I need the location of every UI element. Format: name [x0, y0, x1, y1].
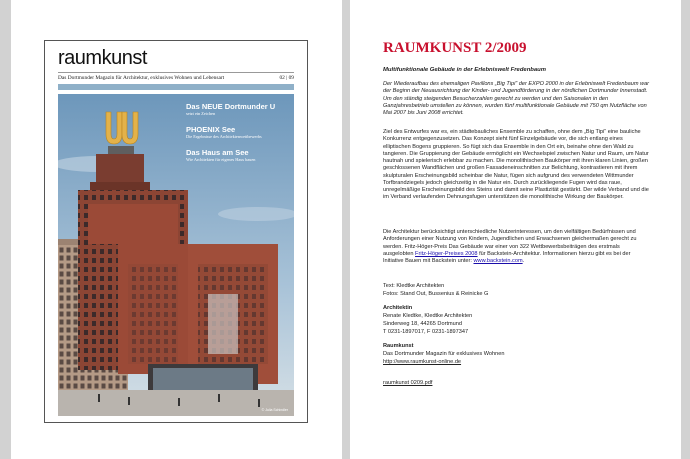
paragraph-text: .: [522, 258, 525, 264]
photo-credit: © Julia Schindler: [261, 408, 288, 412]
magazine-heading: Raumkunst: [383, 343, 414, 349]
teaser-sub: Wie Architekten für eigenes Haus bauen: [186, 157, 256, 162]
architect-name: Renate Kledtke, Kledtke Architekten: [383, 313, 473, 319]
article-paragraph: [383, 229, 651, 265]
architect-address: Sinderweg 18, 44265 Dortmund: [383, 321, 462, 327]
dortmunder-u-building-image: [58, 94, 294, 416]
teaser-sub: Die Ergebnisse des Architektenwettbewerbs: [186, 134, 262, 139]
teaser-sub: setzt ein Zeichen: [186, 111, 216, 116]
architect-phone: T 0231-1897017, F 0231-1897347: [383, 329, 469, 335]
text-credit: Text: Kledtke Architekten: [383, 283, 445, 289]
cover-photo: [58, 94, 294, 416]
magazine-website-link[interactable]: http://www.raumkunst-online.de: [383, 359, 462, 365]
cover-color-band: [58, 84, 294, 90]
teaser-headline: Das NEUE Dortmunder U: [186, 102, 276, 111]
left-page: [11, 0, 342, 459]
right-page: [350, 0, 681, 459]
article-intro: Der Wiederaufbau des ehemaligen Pavillons „Big Tipi“ der EXPO 2000 in der Erlebniswelt Fredenbaum war der Beginn der Neuausrichtung der Kinder- und Jugendförderung in der nördlichen Dortmunder Innenstadt. Um den ständig steigenden Besucherzahlen gerecht zu werden und den Saisonalen in den Ganzjahresbetrieb umstellen zu können, wurden fünf multifunktionale Gebäude mit 750 qm Nutzfläche von Mai 2007 bis Juni 2008 errichtet.: [383, 81, 650, 116]
teaser-headline: PHOENIX See: [186, 125, 236, 134]
pdf-download-link[interactable]: raumkunst 0209.pdf: [383, 380, 433, 386]
cover-divider: [58, 72, 294, 73]
teaser-phoenix-see[interactable]: [186, 125, 294, 140]
cover-subtitle: Das Dortmunder Magazin für Architektur, exklusives Wohnen und Lebensart: [58, 75, 225, 81]
paragraph-text: für Backstein-Architektur. Informationen hierzu gibt es bei der Initiative Bauen mit Backstein unter:: [383, 250, 631, 264]
magazine-description: Das Dortmunder Magazin für exklusives Wohnen: [383, 351, 505, 357]
architect-heading: Architektin: [383, 305, 413, 311]
cover-issue: 02 | 09: [279, 75, 294, 81]
teaser-haus-am-see[interactable]: [186, 148, 294, 163]
teaser-dortmunder-u[interactable]: [186, 102, 294, 117]
teaser-headline: Das Haus am See: [186, 148, 249, 157]
cover-title: raumkunst: [58, 47, 147, 69]
paragraph-text: Die Architektur berücksichtigt unterschiedliche Nutzerinteressen, um den vielfältigen Bedürfnissen und Anforderungen einer Nutzung von Kindern, Jugendlichen und Erwachsenen gleichermaßen gerecht zu werden. Fritz-Höger-Preis Das Gebäude war einer von 322 Wettbewerbsbeiträgen des erstmals ausgelobten: [383, 229, 637, 257]
magazine-cover[interactable]: [44, 40, 308, 423]
fritz-hoeger-link[interactable]: Fritz-Höger-Preises 2008: [415, 250, 478, 257]
article-paragraph: Ziel des Entwurfes war es, ein städtebauliches Ensemble zu schaffen, ohne dem „Big Tipi“ eine bauliche Konkurrenz entgegenzusetzen. Das Konzept sieht fünf Einzelgebäude vor, die sich entlang eines elliptischen Bogens gruppieren. So fügt sich das Ensemble in den Ort ein, beinahe ohne den Wald zu tangieren. Die Gruppierung der Gebäude ermöglicht ein Wechselspiel zwischen Natur und Raum, um Natur hautnah und spielerisch erlebbar zu machen. Die monolithischen Baukörper mit ihren klaren Linien, großen geschlossenen Wandflächen und großen Fassadeneinschnitten zur Belichtung, kontrastieren mit ihrem skulpturalen Erscheinungsbild scheinbar die Natur, fügen sich aufgrund des verwendeten Wittmunder Torfbrandziegels jedoch gleichzeitig in die Natur ein. Durch zurückliegende Fugen wird das raue, unregelmäßige Erscheinungsbild des Steins und damit seine Plastizität gestärkt. Der wilde Verband und die im Verband verlaufenden Dehnungsfugen unterstützen die monolithische Wirkung der Baukörper.: [383, 129, 649, 201]
backstein-link[interactable]: www.backstein.com: [473, 258, 523, 264]
photo-credit: Fotos: Stand Out, Bussenius & Reinicke G: [383, 291, 489, 297]
article-subtitle: Multifunktionale Gebäude in der Erlebniswelt Fredenbaum: [383, 67, 546, 73]
article-title: RAUMKUNST 2/2009: [383, 40, 527, 56]
